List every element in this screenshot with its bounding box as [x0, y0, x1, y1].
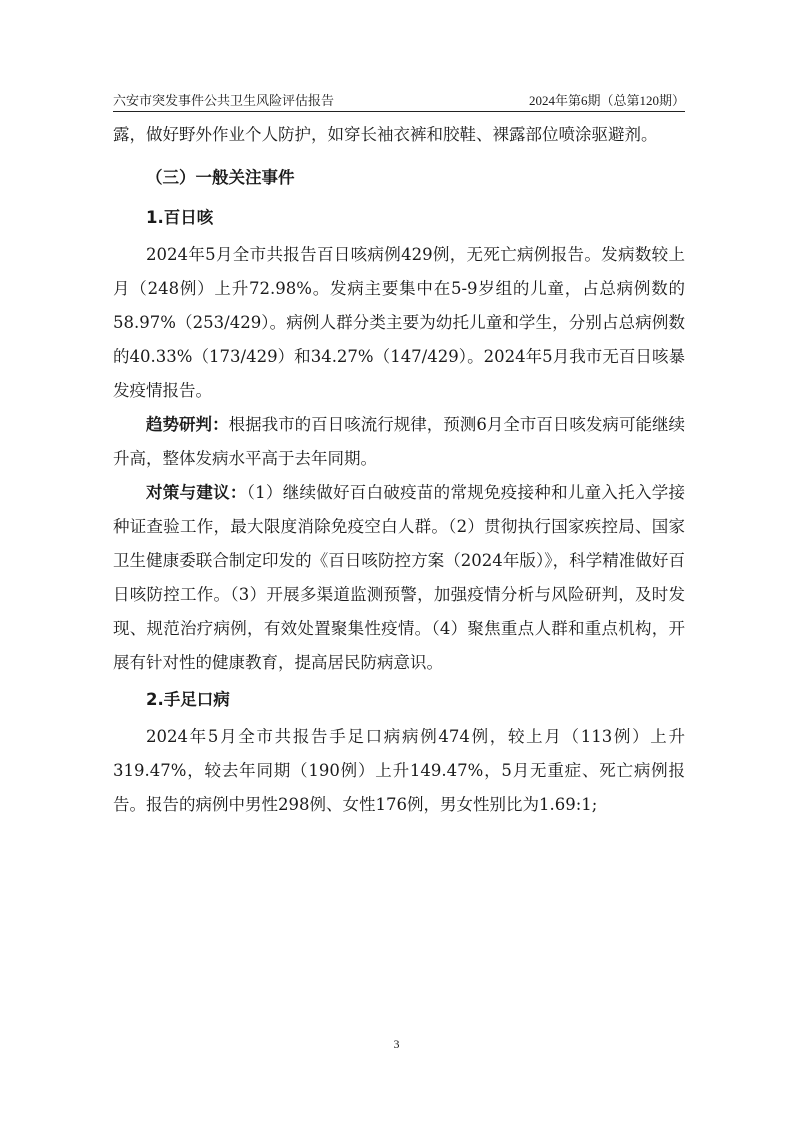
subsection-heading-hfmd: 2.手足口病: [146, 690, 230, 709]
continuation-paragraph: 露，做好野外作业个人防护，如穿长袖衣裤和胶鞋、裸露部位喷涂驱避剂。: [113, 125, 658, 144]
running-header: [113, 87, 685, 109]
pertussis-trend-paragraph: [113, 408, 685, 476]
header-report-title: 六安市突发事件公共卫生风险评估报告: [113, 93, 335, 108]
page-number: 3: [393, 1037, 400, 1051]
subsection-heading-pertussis: 1.百日咳: [146, 208, 214, 227]
pertussis-summary-paragraph: 2024年5月全市共报告百日咳病例429例，无死亡病例报告。发病数较上月（248例）上升72.98%。发病主要集中在5-9岁组的儿童，占总病例数的58.97%（253/429）。病例人群分类主要为幼托儿童和学生，分别占总病例数的40.33%（173/429）和34.27%（147/429）。2024年5月我市无百日咳暴发疫情报告。: [113, 245, 685, 400]
pertussis-advice-paragraph: [113, 476, 685, 680]
trend-label: 趋势研判：: [146, 415, 229, 434]
section-heading-general-events: （三）一般关注事件: [146, 168, 295, 187]
advice-text: （1）继续做好百白破疫苗的常规免疫接种和儿童入托入学接种证查验工作，最大限度消除免疫空白人群。（2）贯彻执行国家疾控局、国家卫生健康委联合制定印发的《百日咳防控方案（2024年版）》，科学精准做好百日咳防控工作。（3）开展多渠道监测预警，加强疫情分析与风险研判，及时发现、规范治疗病例，有效处置聚集性疫情。（4）聚焦重点人群和重点机构，开展有针对性的健康教育，提高居民防病意识。: [113, 483, 685, 672]
trend-text: 根据我市的百日咳流行规律，预测6月全市百日咳发病可能继续升高，整体发病水平高于去年同期。: [113, 415, 685, 468]
header-divider: [113, 111, 685, 112]
advice-label: 对策与建议：: [146, 483, 247, 502]
page-body: [113, 118, 685, 822]
header-issue-number: 2024年第6期（总第120期）: [528, 93, 685, 108]
hfmd-summary-paragraph: 2024年5月全市共报告手足口病病例474例，较上月（113例）上升319.47%，较去年同期（190例）上升149.47%，5月无重症、死亡病例报告。报告的病例中男性298例、女性176例，男女性别比为1.69:1;: [113, 727, 685, 814]
